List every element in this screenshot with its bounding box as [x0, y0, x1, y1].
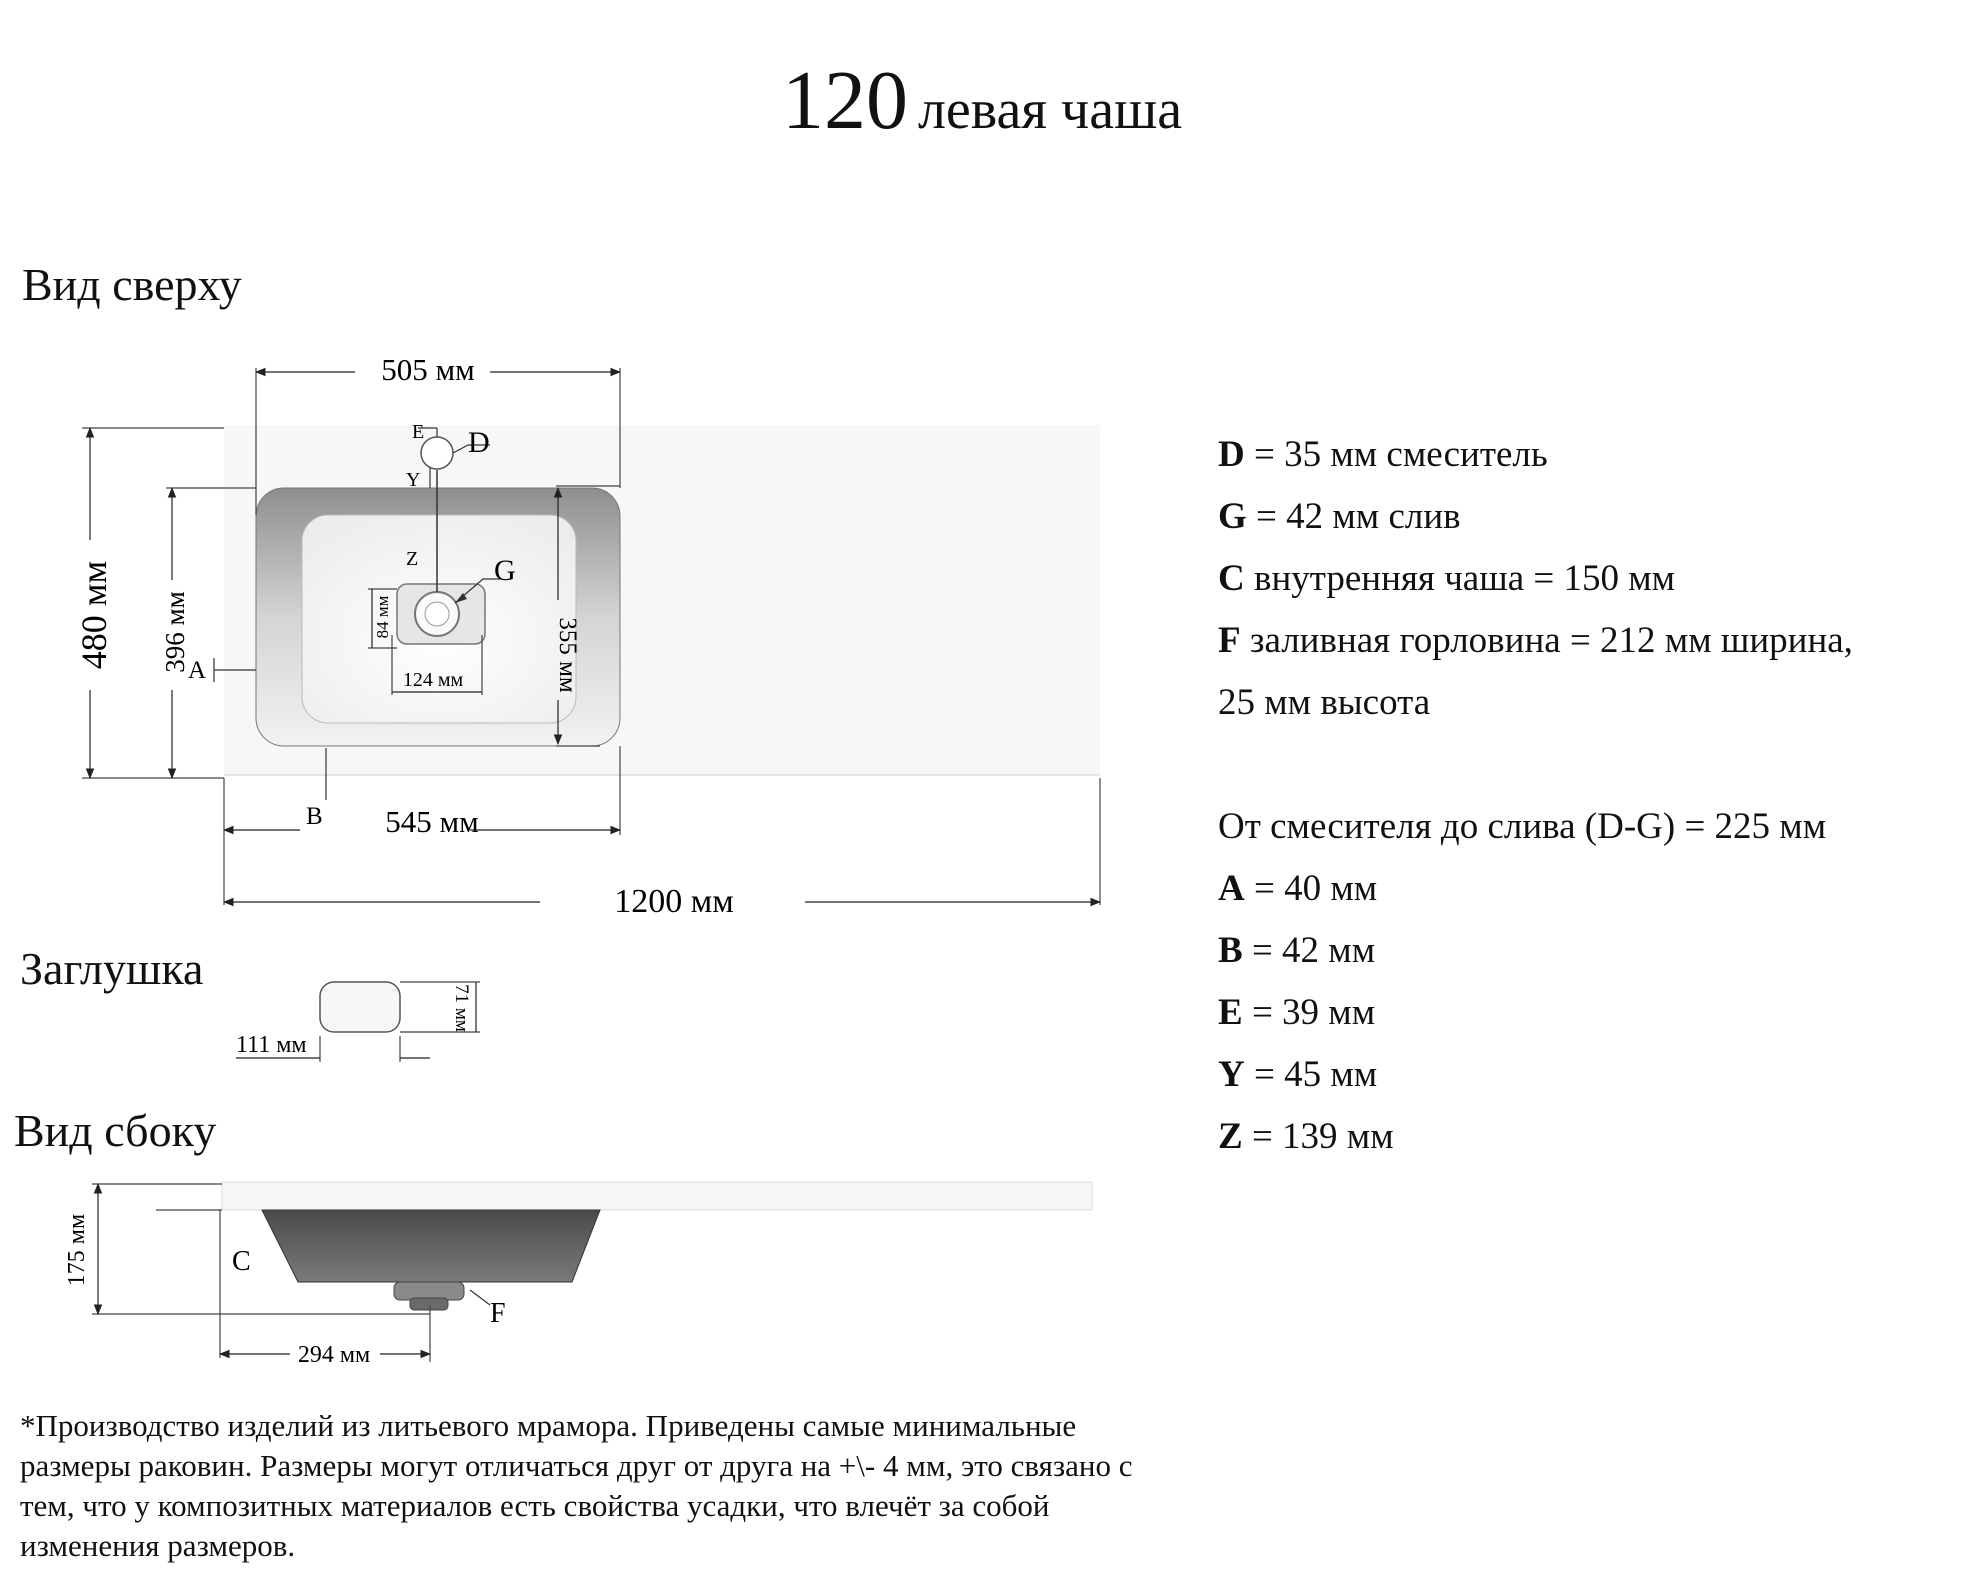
spec-item: E = 39 мм — [1218, 992, 1376, 1033]
spec-list — [1218, 424, 1938, 1168]
mixer-hole — [421, 437, 453, 469]
label-C: C — [232, 1246, 251, 1277]
plug-shape — [320, 982, 400, 1032]
title-number: 120 — [781, 54, 908, 147]
dim-355: 355 мм — [554, 617, 581, 693]
dim-84: 84 мм — [373, 595, 392, 639]
label-E: E — [412, 421, 425, 443]
label-F: F — [490, 1298, 506, 1329]
spec-item: B = 42 мм — [1218, 930, 1376, 971]
label-Y: Y — [406, 469, 421, 491]
footnote: *Производство изделий из литьевого мрамора. Приведены самые минимальные размеры раковин. Размеры могут отличаться друг от друга на +\- 4 мм, это связано с тем, что у композитных материалов есть свойства усадки, что влечёт за собой изменения размеров. — [20, 1408, 1133, 1563]
spec-item: A = 40 мм — [1218, 868, 1378, 909]
spec-item: Z = 139 мм — [1218, 1116, 1394, 1157]
title-text: левая чаша — [917, 79, 1183, 141]
section-side-view: Вид сбоку — [14, 1105, 217, 1156]
top-view-drawing — [74, 352, 1100, 920]
label-A: A — [188, 657, 207, 684]
dim-396: 396 мм — [160, 591, 190, 673]
spec-item: 25 мм высота — [1218, 682, 1431, 723]
plug-drawing — [236, 982, 480, 1062]
spec-item: F заливная горловина = 212 мм ширина, — [1218, 620, 1853, 661]
section-plug: Заглушка — [20, 943, 204, 994]
dim-505: 505 мм — [381, 352, 475, 387]
label-G: G — [494, 554, 516, 587]
section-top-view: Вид сверху — [22, 259, 242, 310]
label-Z: Z — [406, 548, 419, 570]
dim-545: 545 мм — [385, 804, 479, 839]
spec-item: C внутренняя чаша = 150 мм — [1218, 558, 1676, 599]
dim-1200: 1200 мм — [614, 883, 734, 920]
label-B: B — [306, 803, 323, 830]
spec-item: От смесителя до слива (D-G) = 225 мм — [1218, 806, 1827, 847]
spec-item: Y = 45 мм — [1218, 1054, 1378, 1095]
dim-124: 124 мм — [402, 669, 464, 691]
side-view-drawing — [64, 1182, 1092, 1368]
dim-480: 480 мм — [74, 560, 114, 670]
side-bowl — [262, 1210, 600, 1282]
dim-111: 111 мм — [236, 1032, 307, 1058]
dim-175: 175 мм — [64, 1213, 90, 1287]
spec-item: D = 35 мм смеситель — [1218, 434, 1548, 475]
dim-71: 71 мм — [451, 984, 472, 1032]
label-D: D — [468, 426, 490, 459]
dim-294: 294 мм — [297, 1342, 371, 1368]
side-drain — [394, 1282, 464, 1300]
spec-item: G = 42 мм слив — [1218, 496, 1461, 537]
side-countertop — [222, 1182, 1092, 1210]
